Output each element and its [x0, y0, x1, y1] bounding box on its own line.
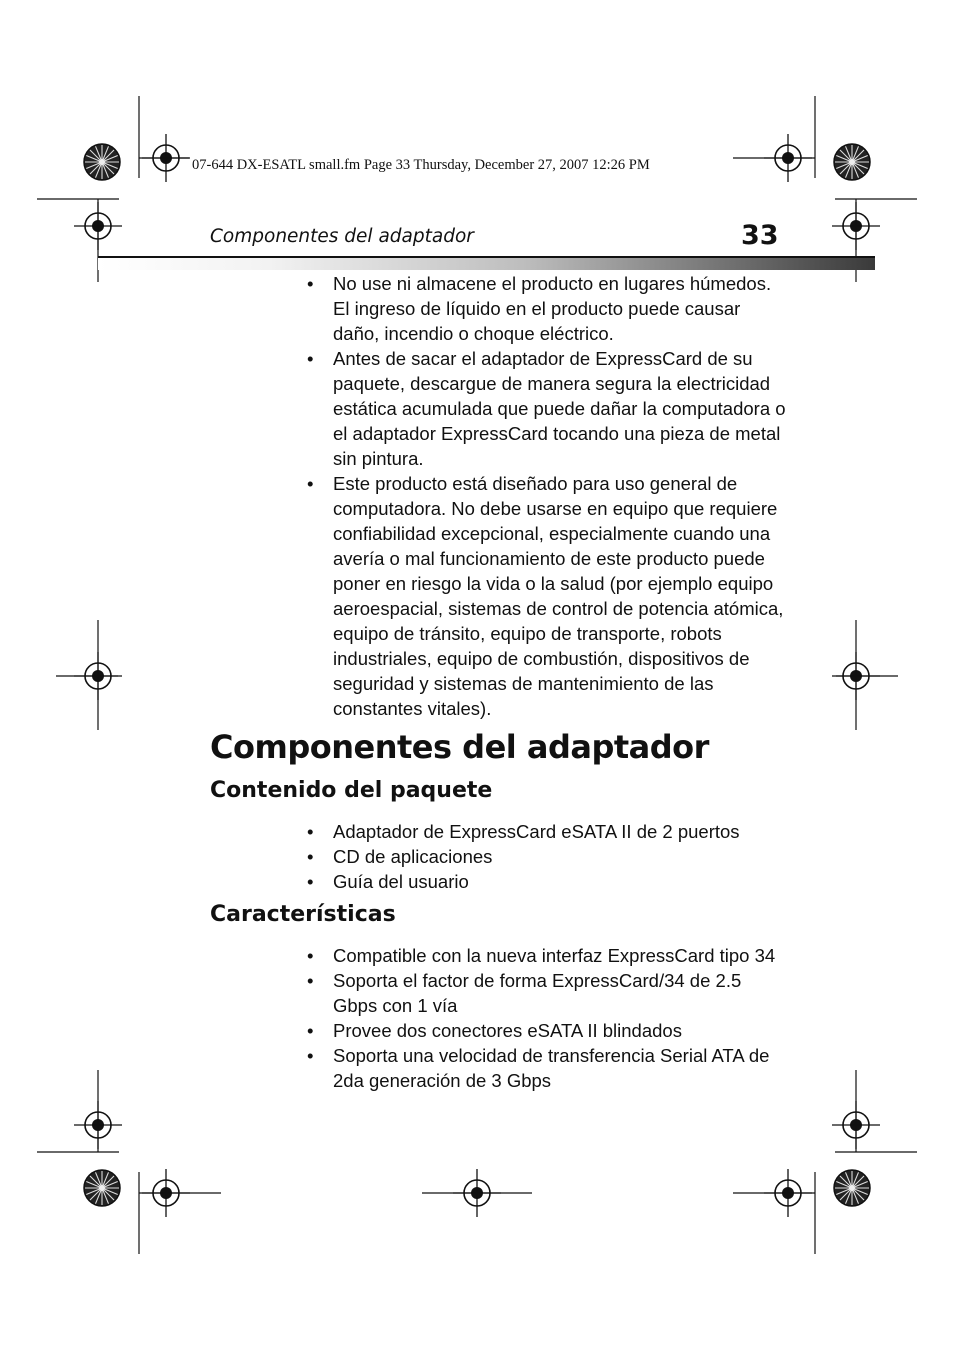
registration-crosshair-icon — [764, 134, 812, 182]
package-contents-list — [307, 819, 787, 894]
bullet: • — [307, 348, 314, 369]
starburst-target-icon — [84, 144, 120, 180]
bullet: • — [307, 1020, 314, 1041]
list-item — [307, 819, 787, 844]
registration-crosshair-icon — [453, 1169, 501, 1217]
registration-crosshair-icon — [832, 202, 880, 250]
list-item-text: Soporta el factor de forma ExpressCard/34 de 2.5 Gbps con 1 vía — [333, 970, 742, 1016]
bullet: • — [307, 273, 314, 294]
list-item — [307, 346, 787, 471]
registration-crosshair-icon — [764, 1169, 812, 1217]
running-head: Componentes del adaptador — [210, 226, 474, 247]
list-item — [307, 869, 787, 894]
list-item-text: Adaptador de ExpressCard eSATA II de 2 puertos — [333, 821, 740, 842]
bullet: • — [307, 846, 314, 867]
list-item-text: Provee dos conectores eSATA II blindados — [333, 1020, 682, 1041]
list-item-text: Soporta una velocidad de transferencia Serial ATA de 2da generación de 3 Gbps — [333, 1045, 770, 1091]
list-item-text: No use ni almacene el producto en lugares húmedos. El ingreso de líquido en el producto puede causar daño, incendio o choque eléctrico. — [333, 273, 772, 344]
slug-line: 07-644 DX-ESATL small.fm Page 33 Thursday, December 27, 2007 12:26 PM — [192, 157, 650, 173]
list-item-text: Guía del usuario — [333, 871, 469, 892]
list-item — [307, 1018, 787, 1043]
bullet: • — [307, 970, 314, 991]
list-item — [307, 1043, 787, 1093]
bullet: • — [307, 473, 314, 494]
package-contents-heading: Contenido del paquete — [210, 778, 493, 803]
registration-crosshair-icon — [832, 652, 880, 700]
starburst-target-icon — [834, 144, 870, 180]
registration-crosshair-icon — [142, 134, 190, 182]
page-number: 33 — [741, 220, 779, 251]
list-item — [307, 471, 787, 721]
list-item — [307, 271, 787, 346]
header-gradient-rule — [98, 256, 875, 270]
header-rule-line — [98, 256, 875, 258]
registration-crosshair-icon — [142, 1169, 190, 1217]
precautions-list — [307, 271, 787, 721]
list-item-text: CD de aplicaciones — [333, 846, 493, 867]
registration-crosshair-icon — [832, 1101, 880, 1149]
bullet: • — [307, 871, 314, 892]
section-title: Componentes del adaptador — [210, 728, 709, 766]
starburst-target-icon — [834, 1170, 870, 1206]
bullet: • — [307, 1045, 314, 1066]
list-item-text: Antes de sacar el adaptador de ExpressCard de su paquete, descargue de manera segura la electricidad estática acumulada que puede dañar la computadora o el adaptador ExpressCard tocando una pieza de metal sin pintura. — [333, 348, 786, 469]
bullet: • — [307, 821, 314, 842]
registration-crosshair-icon — [74, 652, 122, 700]
list-item — [307, 968, 787, 1018]
features-list — [307, 943, 787, 1093]
registration-crosshair-icon — [74, 202, 122, 250]
starburst-target-icon — [84, 1170, 120, 1206]
list-item-text: Compatible con la nueva interfaz ExpressCard tipo 34 — [333, 945, 776, 966]
features-heading: Características — [210, 902, 396, 927]
list-item — [307, 844, 787, 869]
registration-crosshair-icon — [74, 1101, 122, 1149]
bullet: • — [307, 945, 314, 966]
list-item — [307, 943, 787, 968]
list-item-text: Este producto está diseñado para uso general de computadora. No debe usarse en equipo que requiere confiabilidad excepcional, especialmente cuando una avería o mal funcionamiento de este producto puede poner en riesgo la vida o la salud (por ejemplo equipo aeroespacial, sistemas de control de potencia atómica, equipo de tránsito, equipo de transporte, robots industriales, equipo de combustión, dispositivos de seguridad y sistemas de mantenimiento de las constantes vitales). — [333, 473, 784, 719]
